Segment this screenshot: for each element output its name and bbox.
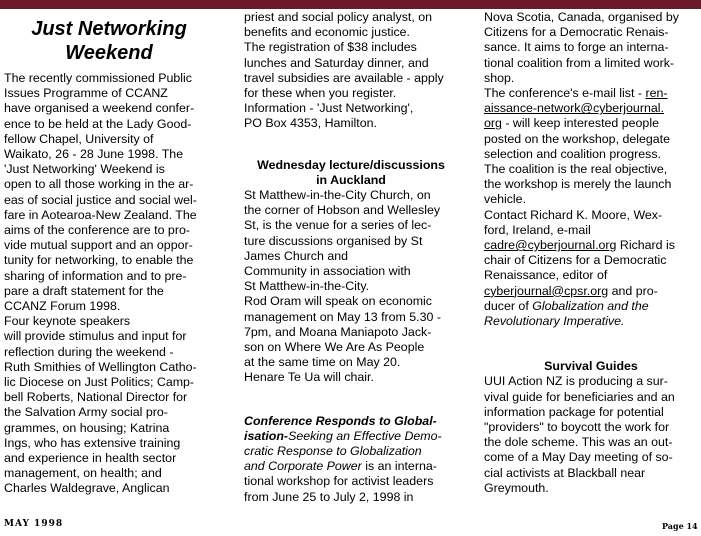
conference-title: Conference Responds to Global- isation- <box>244 413 437 443</box>
lecture-text: St Matthew-in-the-City Church, on the corner of Hobson and Wellesley St, is the venue for a series of lec- ture discussions organised by St James Church and Community in association with St Matthew-in-the-City. Rod Oram will speak on economic management on May 13 from 5.30 - 7pm, and Moana Maniapoto Jack- son on Where We Are As People at the same time on May 20. Henare Te Ua will chair. <box>244 188 441 385</box>
email-link-renaissance[interactable]: ren- aissance-network@cyberjournal. org <box>484 86 668 131</box>
conference-subtitle: Seeking an Effective Demo- cratic Response to Globalization and Corporate Power <box>244 428 442 474</box>
column-3 <box>484 10 698 496</box>
workshop-text-d: and pro- ducer of <box>484 283 658 313</box>
column-2 <box>244 10 458 505</box>
column-1 <box>4 10 214 497</box>
workshop-paragraph <box>484 10 698 329</box>
article-body: The recently commissioned Public Issues Programme of CCANZ have organised a weekend confer- ence to be held at the Lady Good- fellow Chapel, University of Waikato, 26 - 28 June 1998. The 'Just Networking' Weekend is open to all those working in the ar- eas of social justice and social wel- fare in Aotearoa-New Zealand. The aims of the conference are to pro- vide mutual support and an oppor- tunity for networking, to enable the sharing of information and to pre- pare a draft statement for the CCANZ Forum 1998. Four keynote speakers will provide stimulus and input for reflection during the weekend - Ruth Smithies of Wellington Catho- lic Diocese on Just Politics; Camp- bell Roberts, National Director for the Salvation Army social pro- grammes, on housing; Katrina Ings, who has extensive training and experience in health sector management, on health; and Charles Waldegrave, Anglican <box>4 71 197 496</box>
conference-text: is an interna- tional workshop for activist leaders from June 25 to July 2, 1998 in <box>244 459 437 504</box>
section-heading-lectures: Wednesday lecture/discussions in Auckland <box>257 157 445 187</box>
email-link-cadre[interactable]: cadre@cyberjournal.org <box>484 238 617 253</box>
workshop-text-b: - will keep interested people posted on the workshop, delegate selection and coalition progress. The coalition is the real objective, the workshop is merely the launch vehicle. Contact Richard K. Moore, Wex- ford, Ireland, e-mail <box>484 116 672 237</box>
article-continuation: priest and social policy analyst, on benefits and economic justice. The registration of $38 includes lunches and Saturday dinner, and travel subsidies are available - apply for these when you register. Information - 'Just Networking', PO Box 4353, Hamilton. <box>244 10 444 131</box>
workshop-text-c: Richard is chair of Citizens for a Democratic Renaissance, editor of <box>484 238 675 283</box>
section-heading-survival: Survival Guides <box>544 359 638 374</box>
conference-paragraph <box>244 414 458 505</box>
survival-text: UUI Action NZ is producing a sur- vival guide for beneficiaries and an information package for potential "providers" to boycott the work for the dole scheme. This was an out- come of a May Day meeting of so- cial activists at Blackball near Greymouth. <box>484 374 675 495</box>
footer-page-number: Page 14 <box>662 521 698 531</box>
footer-date: MAY 1998 <box>4 519 64 529</box>
book-title: Globalization and the Revolutionary Imperative. <box>484 298 649 329</box>
top-color-bar <box>0 0 701 9</box>
article-title: Just Networking Weekend <box>31 18 187 64</box>
workshop-text-a: Nova Scotia, Canada, organised by Citizens for a Democratic Renais- sance. It aims to forge an interna- tional coalition from a limited work- shop. The conference's e-mail list - <box>484 10 679 101</box>
email-link-cyberjournal[interactable]: cyberjournal@cpsr.org <box>484 283 609 298</box>
